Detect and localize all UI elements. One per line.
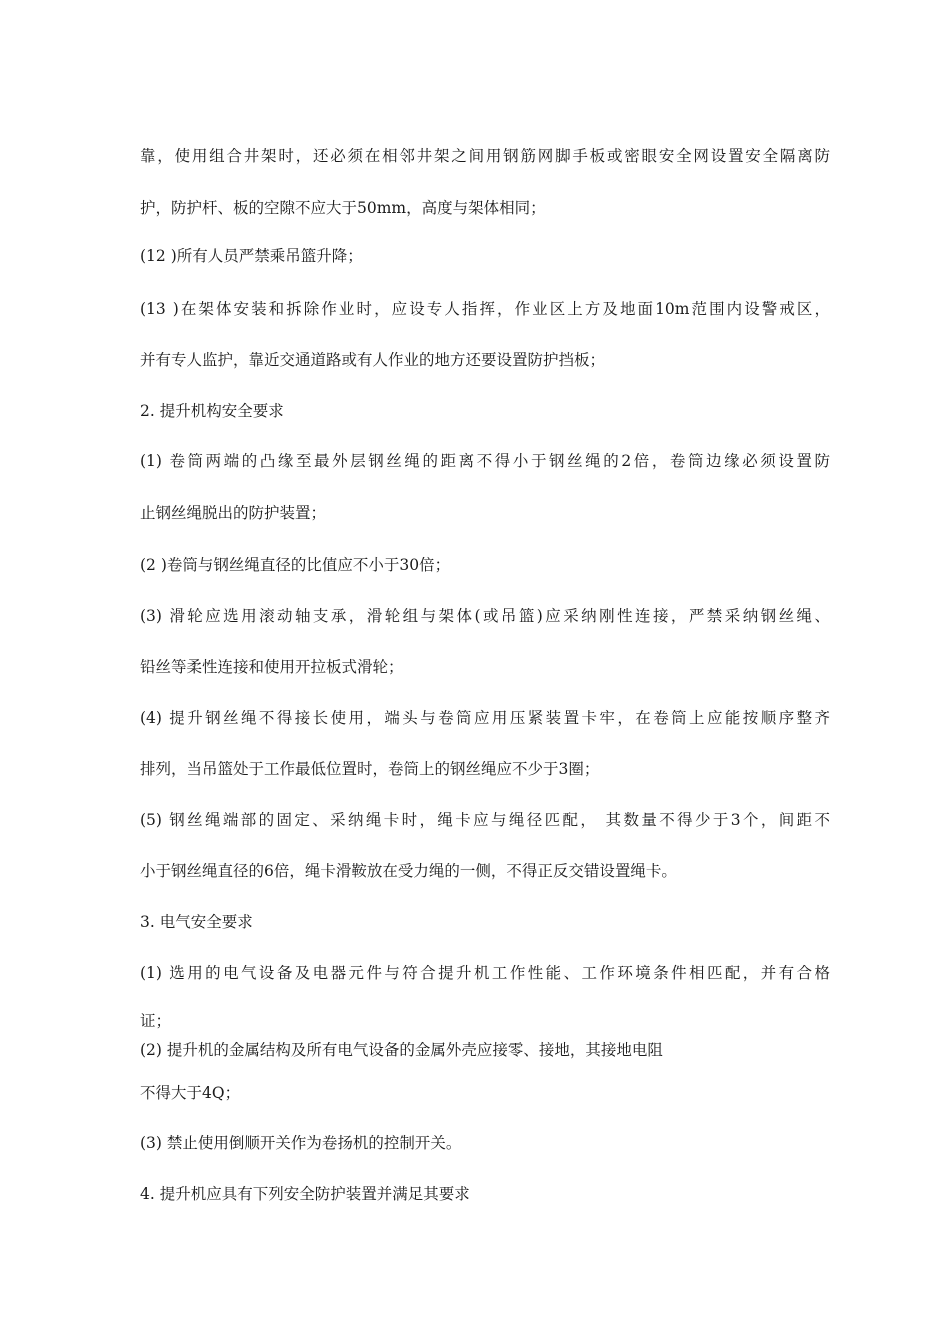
- text-line: 小于钢丝绳直径的6倍，绳卡滑鞍放在受力绳的一侧，不得正反交错设置绳卡。: [140, 862, 677, 880]
- text-line: (12 )所有人员严禁乘吊篮升降；: [140, 247, 363, 265]
- text-line: 铅丝等柔性连接和使用开拉板式滑轮；: [140, 658, 404, 676]
- text-line: (1) 选用的电气设备及电器元件与符合提升机工作性能、工作环境条件相匹配，并有合格: [140, 964, 830, 982]
- text-line: 靠，使用组合井架时，还必须在相邻井架之间用钢筋网脚手板或密眼安全网设置安全隔离防: [140, 147, 830, 165]
- section-heading: 3. 电气安全要求: [140, 913, 253, 931]
- text-line: (3) 禁止使用倒顺开关作为卷扬机的控制开关。: [140, 1134, 462, 1152]
- text-line: (2) 提升机的金属结构及所有电气设备的金属外壳应接零、接地，其接地电阻: [140, 1041, 663, 1059]
- text-line: 证；: [140, 1012, 172, 1030]
- text-line: 护，防护杆、板的空隙不应大于50mm，高度与架体相同；: [140, 199, 546, 217]
- text-line: 并有专人监护，靠近交通道路或有人作业的地方还要设置防护挡板；: [140, 351, 606, 369]
- text-line: (2 )卷筒与钢丝绳直径的比值应不小于30倍；: [140, 556, 451, 574]
- text-line: 止钢丝绳脱出的防护装置；: [140, 504, 327, 522]
- text-line: (5) 钢丝绳端部的固定、采纳绳卡时，绳卡应与绳径匹配， 其数量不得少于3个，间距不: [140, 811, 830, 829]
- text-line: (13 )在架体安装和拆除作业时，应设专人指挥，作业区上方及地面10m范围内设警戒区，: [140, 300, 830, 318]
- text-line: (1) 卷筒两端的凸缘至最外层钢丝绳的距离不得小于钢丝绳的2倍，卷筒边缘必须设置防: [140, 452, 830, 470]
- text-line: (3) 滑轮应选用滚动轴支承，滑轮组与架体(或吊篮)应采纳刚性连接，严禁采纳钢丝绳、: [140, 607, 830, 625]
- section-heading: 2. 提升机构安全要求: [140, 402, 284, 420]
- section-heading: 4. 提升机应具有下列安全防护装置并满足其要求: [140, 1185, 470, 1203]
- text-line: (4) 提升钢丝绳不得接长使用，端头与卷筒应用压紧装置卡牢，在卷筒上应能按顺序整齐: [140, 709, 830, 727]
- text-line: 排列，当吊篮处于工作最低位置时，卷筒上的钢丝绳应不少于3圈；: [140, 760, 600, 778]
- text-line: 不得大于4Q；: [140, 1084, 241, 1102]
